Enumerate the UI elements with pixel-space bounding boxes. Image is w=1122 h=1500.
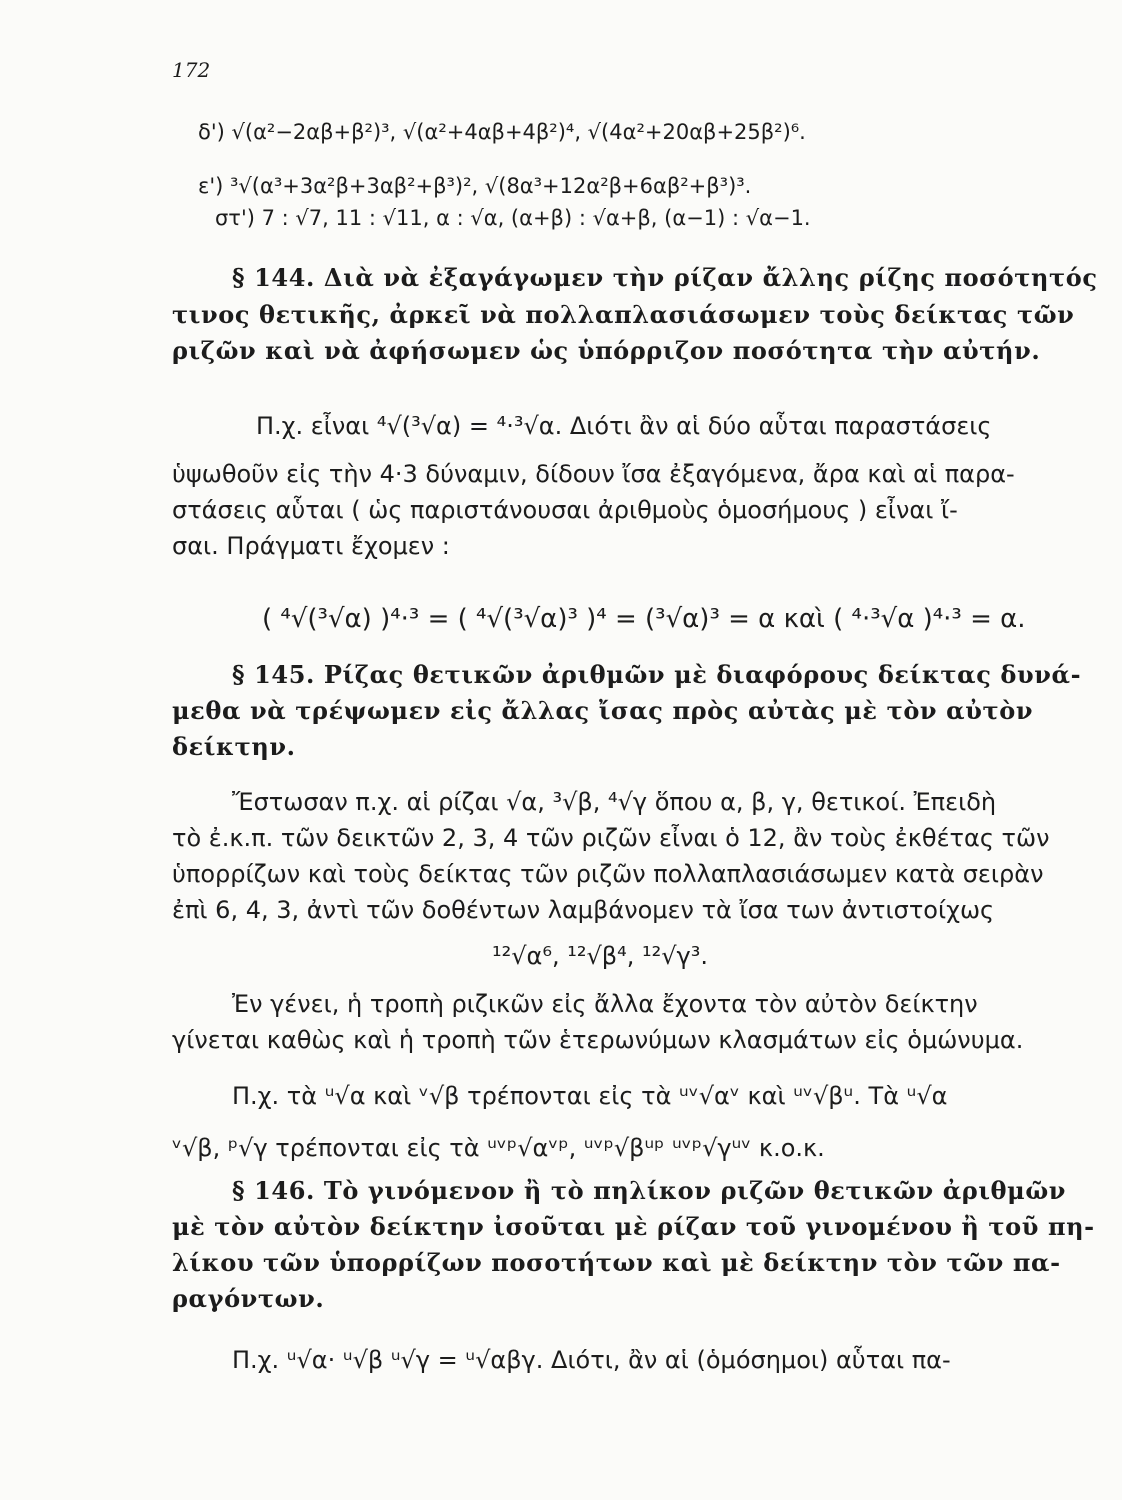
exercise-stigma: στ') 7 : √7, 11 : √11, α : √α, (α+β) : √α+β, (α−1) : √α−1. <box>215 206 811 230</box>
section-144-formula: ( ⁴√(³√α) )⁴·³ = ( ⁴√(³√α)³ )⁴ = (³√α)³ = α καὶ ( ⁴·³√α )⁴·³ = α. <box>262 604 1026 634</box>
section-146-example: Π.χ. ᵘ√α· ᵘ√β ᵘ√γ = ᵘ√αβγ. Διότι, ἂν αἱ (ὁμόσημοι) αὗται πα- <box>232 1346 951 1374</box>
exercise-epsilon: ε') ³√(α³+3α²β+3αβ²+β³)², √(8α³+12α²β+6αβ²+β³)³. <box>198 174 752 198</box>
section-144-example: Π.χ. εἶναι ⁴√(³√α) = ⁴·³√α. Διότι ἂν αἱ δύο αὗται παραστάσεις <box>256 412 992 440</box>
section-145-heading-line-1: § 145. Ρίζας θετικῶν ἀριθμῶν μὲ διαφόρους δείκτας δυνά- <box>232 660 1082 689</box>
page-number: 172 <box>172 58 211 82</box>
section-145-general-line-1: Ἐν γένει, ἡ τροπὴ ριζικῶν εἰς ἄλλα ἔχοντα τὸν αὐτὸν δείκτην <box>232 990 978 1018</box>
section-146-heading-line-1: § 146. Τὸ γινόμενον ἢ τὸ πηλίκον ριζῶν θετικῶν ἀριθμῶν <box>232 1176 1067 1205</box>
section-145-heading-line-3: δείκτην. <box>172 732 296 761</box>
section-144-text-line-1: ὑψωθοῦν εἰς τὴν 4·3 δύναμιν, δίδουν ἴσα ἐξαγόμενα, ἄρα καὶ αἱ παρα- <box>172 460 1015 488</box>
section-145-result: ¹²√α⁶, ¹²√β⁴, ¹²√γ³. <box>492 942 708 970</box>
section-144-heading-line-2: τινος θετικῆς, ἀρκεῖ νὰ πολλαπλασιάσωμεν τοὺς δείκτας τῶν <box>172 300 1075 329</box>
exercise-delta: δ') √(α²−2αβ+β²)³, √(α²+4αβ+4β²)⁴, √(4α²+20αβ+25β²)⁶. <box>198 120 806 144</box>
section-145-general-line-2: γίνεται καθὼς καὶ ἡ τροπὴ τῶν ἑτερωνύμων κλασμάτων εἰς ὁμώνυμα. <box>172 1026 1024 1054</box>
section-144-heading-line-3: ριζῶν καὶ νὰ ἀφήσωμεν ὡς ὑπόρριζον ποσότητα τὴν αὐτήν. <box>172 336 1041 365</box>
section-145-example-line-1: Π.χ. τὰ ᵘ√α καὶ ᵛ√β τρέπονται εἰς τὰ ᵘᵛ√αᵛ καὶ ᵘᵛ√βᵘ. Τὰ ᵘ√α <box>232 1082 948 1110</box>
section-146-heading-line-4: ραγόντων. <box>172 1284 325 1313</box>
section-146-heading-line-3: λίκου τῶν ὑπορρίζων ποσοτήτων καὶ μὲ δείκτην τὸν τῶν πα- <box>172 1248 1061 1277</box>
section-145-heading-line-2: μεθα νὰ τρέψωμεν εἰς ἄλλας ἴσας πρὸς αὐτὰς μὲ τὸν αὐτὸν <box>172 696 1034 725</box>
section-144-text-line-2: στάσεις αὗται ( ὡς παριστάνουσαι ἀριθμοὺς ὁμοσήμους ) εἶναι ἴ- <box>172 496 958 524</box>
section-145-text-line-4: ἐπὶ 6, 4, 3, ἀντὶ τῶν δοθέντων λαμβάνομεν τὰ ἴσα των ἀντιστοίχως <box>172 896 995 924</box>
section-145-text-line-1: Ἔστωσαν π.χ. αἱ ρίζαι √α, ³√β, ⁴√γ ὅπου α, β, γ, θετικοί. Ἐπειδὴ <box>232 788 997 816</box>
section-145-text-line-2: τὸ ἐ.κ.π. τῶν δεικτῶν 2, 3, 4 τῶν ριζῶν εἶναι ὁ 12, ἂν τοὺς ἐκθέτας τῶν <box>172 824 1050 852</box>
section-145-example-line-2: ᵛ√β, ᵖ√γ τρέπονται εἰς τὰ ᵘᵛᵖ√αᵛᵖ, ᵘᵛᵖ√βᵘᵖ ᵘᵛᵖ√γᵘᵛ κ.ο.κ. <box>172 1134 825 1162</box>
section-144-text-line-3: σαι. Πράγματι ἔχομεν : <box>172 532 450 560</box>
section-145-text-line-3: ὑπορρίζων καὶ τοὺς δείκτας τῶν ριζῶν πολλαπλασιάσωμεν κατὰ σειρὰν <box>172 860 1044 888</box>
section-146-heading-line-2: μὲ τὸν αὐτὸν δείκτην ἰσοῦται μὲ ρίζαν τοῦ γινομένου ἢ τοῦ πη- <box>172 1212 1095 1241</box>
section-144-heading-line-1: § 144. Διὰ νὰ ἐξαγάγωμεν τὴν ρίζαν ἄλλης ρίζης ποσότητός <box>232 263 1098 292</box>
